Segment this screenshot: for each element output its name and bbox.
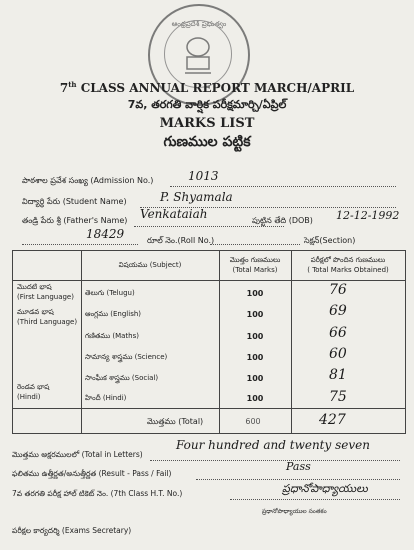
- first-language-telugu: మొదటి భాష: [17, 283, 52, 291]
- third-language-telugu: మూడవ భాష: [17, 308, 54, 316]
- first-language: (First Language): [17, 293, 74, 301]
- header-obtained-telugu: పరీక్షలో పొందిన గుణములు: [310, 256, 386, 264]
- student-name-value: P. Shyamala: [160, 190, 233, 204]
- section-label: సెక్షన్(Section): [304, 236, 356, 245]
- admission-line: [170, 186, 396, 187]
- result-label: ఫలితము ఉత్తీర్ణత/అనుత్తీర్ణత (Result - Pass / Fail): [12, 469, 172, 478]
- total-max: 600: [245, 417, 261, 426]
- student-name-label: విద్యార్థి పేరు (Student Name): [22, 197, 127, 206]
- exams-secretary-label: పరీక్షల కార్యదర్శి (Exams Secretary): [12, 526, 132, 535]
- seal-text: ఆంధ్రప్రదేశ్ ప్రభుత్వం: [171, 20, 227, 28]
- subject-obtained: 69: [329, 303, 347, 319]
- subject-name: ఆంగ్లము (English): [85, 310, 142, 318]
- second-language: (Hindi): [17, 393, 41, 401]
- header-total-marks-telugu: మొత్తం గుణములు: [229, 256, 281, 264]
- roll-value: 18429: [86, 227, 125, 241]
- total-in-letters-value: Four hundred and twenty seven: [176, 438, 370, 452]
- subject-total: 100: [246, 289, 264, 298]
- total-in-letters-label: మొత్తము అక్షరములలో (Total in Letters): [12, 450, 143, 459]
- marks-list-heading: MARKS LIST: [159, 116, 255, 131]
- table-divider: [291, 251, 292, 433]
- table-divider: [81, 251, 82, 433]
- subject-name: తెలుగు (Telugu): [85, 289, 135, 297]
- roll-line-2: [210, 244, 300, 245]
- subject-name: హిందీ (Hindi): [85, 394, 127, 402]
- subject-obtained: 81: [329, 367, 347, 383]
- subject-name: సాంఘీక శాస్త్రము (Social): [85, 374, 159, 382]
- total-in-letters-line: [150, 460, 400, 461]
- hall-ticket-label: 7వ తరగతి పరీక్ష హాల్ టికెట్ నెం. (7th Class H.T. No.): [12, 489, 183, 498]
- marks-table: [12, 250, 406, 434]
- hall-ticket-line: [230, 499, 400, 500]
- subject-total: 100: [246, 310, 264, 319]
- father-name-label: తండ్రి పేరు శ్రీ (Father's Name): [22, 216, 128, 225]
- total-label: మొత్తము (Total): [147, 417, 204, 426]
- header-obtained: ( Total Marks Obtained): [307, 266, 389, 274]
- subject-total: 100: [246, 394, 264, 403]
- subject-total: 100: [246, 353, 264, 362]
- second-language-telugu: రెండవ భాష: [17, 383, 50, 391]
- emblem-icon: [164, 20, 232, 88]
- third-language: (Third Language): [17, 318, 78, 326]
- subject-total: 100: [246, 332, 264, 341]
- subject-obtained: 75: [329, 389, 347, 405]
- admission-value: 1013: [188, 169, 219, 183]
- result-value: Pass: [286, 460, 311, 473]
- father-name-value: Venkataiah: [140, 207, 208, 221]
- subject-obtained: 60: [329, 346, 347, 362]
- header-subject: విషయము (Subject): [118, 261, 182, 269]
- hall-ticket-value: ప్రధానోపాధ్యాయులు: [282, 482, 368, 495]
- roll-line: [22, 244, 138, 245]
- total-obtained: 427: [319, 412, 346, 428]
- table-divider: [219, 251, 220, 433]
- report-title: 7th CLASS ANNUAL REPORT MARCH/APRIL: [59, 80, 355, 95]
- dob-label: పుట్టిన తేది (DOB): [252, 216, 313, 225]
- report-title-telugu: 7వ, తరగతి వార్షిక పరీక్షమార్చి/ఏప్రిల్: [127, 98, 287, 111]
- subject-obtained: 76: [329, 282, 347, 298]
- admission-label: పాఠశాల ప్రవేశ సంఖ్య (Admission No.): [22, 176, 154, 185]
- subject-total: 100: [246, 374, 264, 383]
- table-header-rule: [13, 280, 405, 281]
- subject-name: సామాన్య శాస్త్రము (Science): [85, 353, 168, 361]
- table-total-rule: [13, 408, 405, 409]
- roll-label: రూల్ నెం.(Roll No.): [147, 236, 215, 245]
- subject-obtained: 66: [329, 325, 347, 341]
- result-line: [196, 479, 400, 480]
- marks-list-heading-telugu: గుణముల పట్టిక: [163, 134, 251, 150]
- dob-value: 12-12-1992: [336, 209, 400, 222]
- subject-name: గణితము (Maths): [85, 332, 139, 340]
- headmaster-stamp: ప్రధానోపాధ్యాయుల సంతకం: [262, 508, 327, 515]
- header-total-marks: (Total Marks): [232, 266, 278, 274]
